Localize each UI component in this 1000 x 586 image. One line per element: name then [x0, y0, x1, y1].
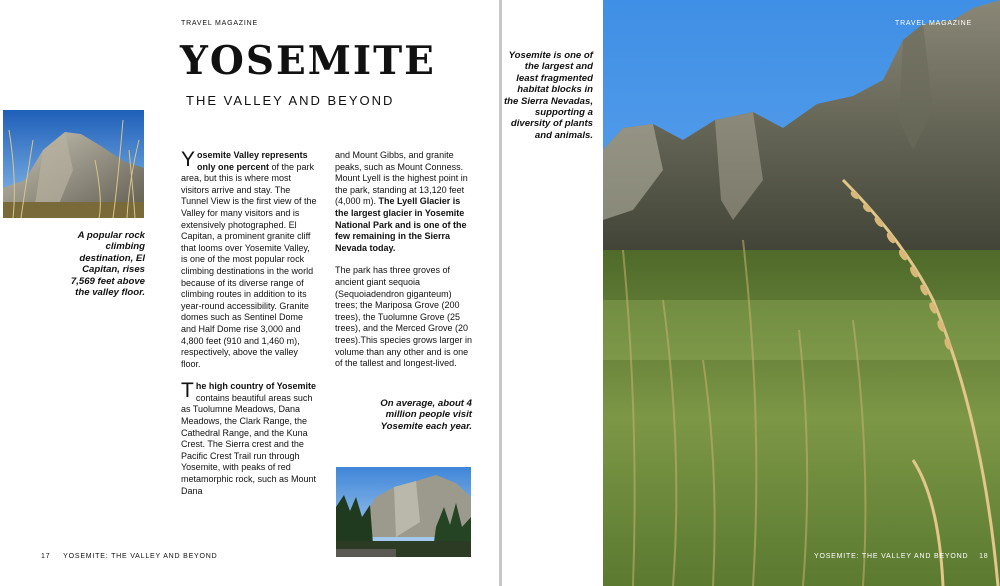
body-glacier: and Mount Gibbs, and granite peaks, such as Mount Conness. Mount Lyell is the highest point in the park, standing at 13,120 feet (4,000 m). [335, 150, 468, 207]
lead-in-valley: osemite Valley represents only one percent [197, 150, 308, 172]
body-high-country: contains beautiful areas such as Tuolumne Meadows, Dana Meadows, the Clark Range, the Cathedral Range, and the Kuna Crest. The Sierra crest and the Pacific Crest Trail run through Yosemite, with peaks of red metamorphic rock, such as Mount Dana [181, 392, 317, 496]
bold-glacier: The Lyell Glacier is the largest glacier in Yosemite National Park and is one of the few remaining in the Sierra Nevada today. [335, 196, 467, 253]
paragraph-high-country [181, 381, 318, 497]
folio-left [41, 553, 217, 560]
folio-right [814, 553, 988, 560]
meadow-photo [603, 0, 1000, 586]
body-column-1 [181, 150, 318, 497]
article-subtitle: THE VALLEY AND BEYOND [186, 93, 395, 108]
el-capitan-caption: A popular rock climbing destination, El Capitan, rises 7,569 feet above the valley floor. [70, 230, 145, 299]
visitors-caption: On average, about 4 million people visit Yosemite each year. [380, 398, 472, 432]
folio-label-right: YOSEMITE: THE VALLEY AND BEYOND [814, 553, 969, 560]
page-number-right: 18 [979, 553, 989, 560]
paragraph-sequoia [335, 265, 473, 369]
paragraph-glacier [335, 150, 473, 254]
magazine-name-left: TRAVEL MAGAZINE [181, 20, 258, 27]
body-valley: of the park area, but this is where most visitors arrive and stay. The Tunnel View is the first view of the Valley for many visitors and is extensively photographed. El Capitan, a prominent granite cliff that looms over Yosemite Valley, is one of the most popular rock climbing destinations in the world because of its diverse range of climbing routes in addition to its year-round accessibility. Granite domes such as Sentinel Dome and Half Dome rise 3,000 and 4,800 feet (910 and 1,460 m), respectively, above the valley floor. [181, 161, 317, 369]
lead-in-high-country: he high country of Yosemite [195, 381, 317, 392]
el-capitan-photo [3, 110, 144, 218]
valley-photo [336, 467, 471, 557]
article-title: YOSEMITE [180, 38, 436, 84]
drop-cap-t: T [181, 379, 194, 403]
body-sequoia: The park has three groves of ancient giant sequoia (Sequoiadendron giganteum) trees; the Mariposa Grove (200 trees), the Tuolumne Grove (25 trees), and the Merced Grove (20 trees).This species grows larger in volume than any other and is one of the tallest and longest-lived. [335, 265, 473, 369]
paragraph-valley [181, 150, 318, 370]
drop-cap-y: Y [181, 148, 196, 171]
right-page [502, 0, 1000, 586]
magazine-name-right: TRAVEL MAGAZINE [895, 20, 972, 27]
left-page [0, 0, 499, 586]
habitat-caption: Yosemite is one of the largest and least fragmented habitat blocks in the Sierra Nevadas, supporting a diversity of plants and animals. [503, 50, 593, 141]
folio-label-left: YOSEMITE: THE VALLEY AND BEYOND [63, 553, 218, 560]
page-number-left: 17 [41, 553, 51, 560]
body-column-2 [335, 150, 473, 370]
